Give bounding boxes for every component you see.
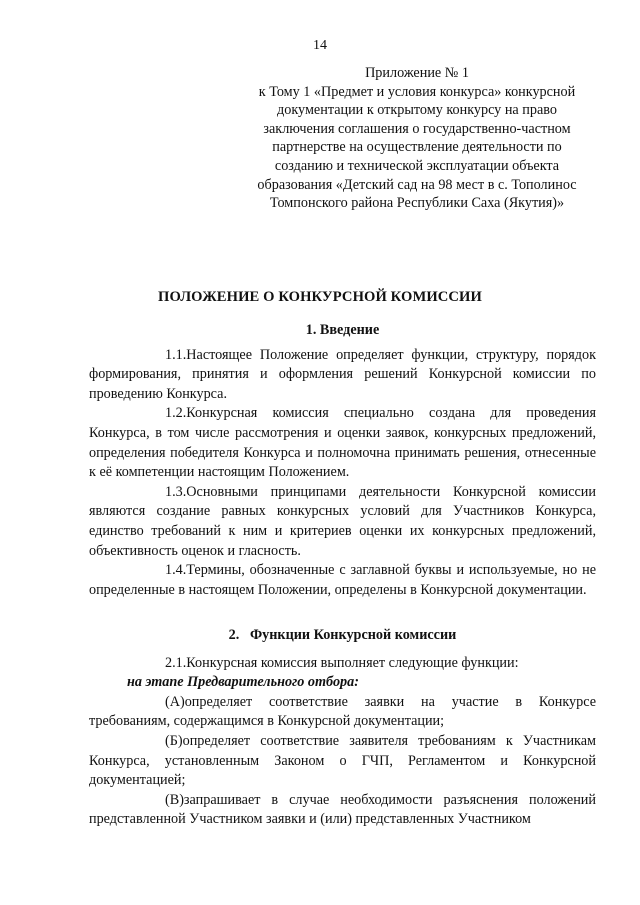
appendix-line: к Тому 1 «Предмет и условия конкурса» конкурсной (258, 83, 576, 100)
appendix-line: заключения соглашения о государственно-частном (263, 120, 571, 137)
appendix-line: партнерстве на осуществление деятельности по (272, 139, 562, 156)
section-functions (89, 626, 596, 828)
section-introduction (89, 321, 596, 600)
list-item (89, 693, 596, 732)
item-marker: (А) (165, 693, 185, 710)
paragraph-text: Настоящее Положение определяет функции, структуру, порядок формирования, принятия и оформления решений Конкурсной комиссии по проведению Конкурса. (89, 346, 596, 402)
item-text: запрашивает в случае необходимости разъяснения положений представленной Участником заявки и (или) представленных Участником (89, 791, 596, 828)
item-marker: (В) (165, 791, 184, 808)
page-number: 14 (313, 38, 327, 53)
paragraph-text: Конкурсная комиссия выполняет следующие функции: (186, 654, 519, 671)
paragraph (89, 346, 596, 405)
paragraph-text: Конкурсная комиссия специально создана для проведения Конкурса, в том числе рассмотрения и оценки заявок, конкурсных предложений, определения победителя Конкурса и полномочна принимать решения, отнесенные к её компетенции настоящим Положением. (89, 405, 596, 481)
paragraph-number: 1.3. (165, 483, 187, 500)
section-heading: 2. Функции Конкурсной комиссии (228, 627, 457, 643)
paragraph (89, 404, 596, 482)
appendix-line: Приложение № 1 (365, 65, 469, 81)
appendix-line: образования «Детский сад на 98 мест в с. Тополинос (257, 176, 577, 193)
paragraph (89, 561, 596, 600)
item-text: определяет соответствие заявки на участие в Конкурсе требованиям, содержащимся в Конкурсной документации; (89, 693, 596, 730)
appendix-line: созданию и технической эксплуатации объекта (274, 157, 560, 174)
appendix-line: Томпонского района Республики Саха (Якутия)» (269, 195, 565, 212)
paragraph (89, 654, 596, 674)
paragraph-number: 1.1. (165, 346, 187, 363)
paragraph-text: Термины, обозначенные с заглавной буквы и используемые, но не определенные в настоящем Положении, определены в Конкурсной документации. (89, 562, 596, 598)
item-marker: (Б) (165, 732, 183, 749)
list-item (89, 732, 596, 791)
paragraph-number: 1.2. (165, 405, 187, 422)
section-heading: 1. Введение (305, 322, 380, 338)
page-cut-region (89, 791, 596, 828)
appendix-block (232, 64, 602, 213)
appendix-line: документации к открытому конкурсу на право (277, 102, 557, 119)
list-item (89, 791, 596, 828)
paragraph (89, 483, 596, 561)
paragraph-text: Основными принципами деятельности Конкурсной комиссии являются создание равных конкурсных условий для Участников Конкурса, единство требований к ним и критериев оценки их конкурсных предложений, объективность оценок и гласность. (89, 483, 596, 559)
paragraph-number: 2.1. (165, 654, 187, 671)
paragraph-number: 1.4. (165, 562, 187, 579)
document-title: ПОЛОЖЕНИЕ О КОНКУРСНОЙ КОМИССИИ (158, 289, 482, 305)
stage-subheading: на этапе Предварительного отбора: (127, 674, 359, 691)
item-text: определяет соответствие заявителя требованиям к Участникам Конкурса, установленным Законом о ГЧП, Регламентом и Конкурсной документацией; (89, 732, 596, 789)
